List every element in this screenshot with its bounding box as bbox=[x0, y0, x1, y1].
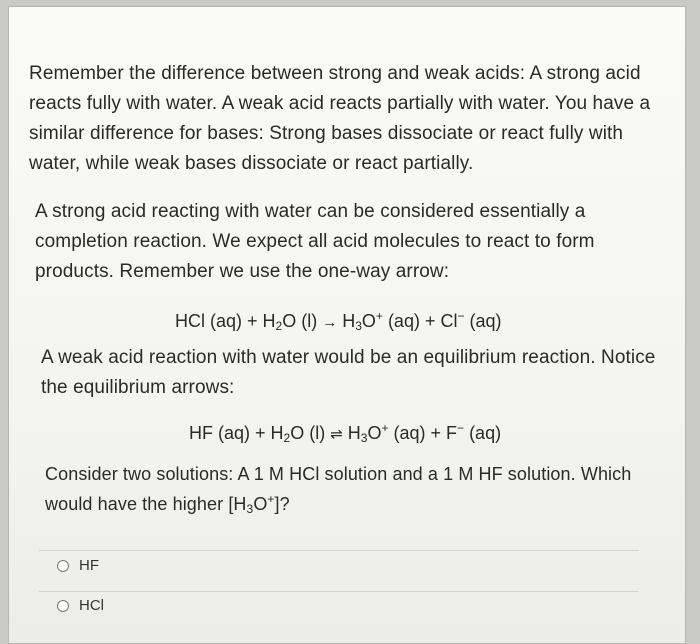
equation-hf bbox=[189, 420, 501, 448]
eq1-subscript-2: 2 bbox=[275, 319, 283, 333]
intro-paragraph-strong-weak: Remember the difference between strong and weak acids: A strong acid reacts fully with water. A weak acid reacts partially with water. You have a similar difference for bases: Strong bases dissociate or react fully with water, while weak bases dissociate or react partially. bbox=[29, 63, 651, 174]
eq2-reactants: HF (aq) + H bbox=[189, 423, 284, 443]
eq1-product-o: O bbox=[361, 311, 376, 331]
question-o: O bbox=[253, 494, 268, 514]
eq1-product-cl: (aq) + Cl bbox=[382, 311, 458, 331]
answer-option-label: HF bbox=[79, 557, 99, 574]
eq2-product-end: (aq) bbox=[464, 423, 502, 443]
answer-option-hf[interactable] bbox=[57, 557, 99, 574]
answer-option-hcl[interactable] bbox=[57, 597, 104, 614]
equilibrium-arrow-icon: ⇌ bbox=[330, 426, 343, 443]
eq1-superscript-plus: + bbox=[375, 309, 383, 323]
intro-paragraph-weak-acid: A weak acid reaction with water would be an equilibrium reaction. Notice the equilibrium arrows: bbox=[41, 347, 656, 398]
question-superscript-plus: + bbox=[267, 492, 275, 506]
question-card bbox=[8, 6, 686, 644]
eq1-product-h: H bbox=[337, 311, 356, 331]
one-way-arrow-icon: → bbox=[322, 314, 338, 331]
eq2-water: O (l) bbox=[290, 423, 331, 443]
radio-button-icon[interactable] bbox=[57, 560, 69, 572]
option-divider bbox=[39, 550, 639, 551]
question-end: ]? bbox=[274, 494, 290, 514]
eq2-product-h: H bbox=[342, 423, 361, 443]
eq2-subscript-3: 3 bbox=[360, 431, 368, 445]
eq2-product-f: (aq) + F bbox=[388, 423, 458, 443]
eq2-superscript-plus: + bbox=[381, 421, 389, 435]
eq2-product-o: O bbox=[367, 423, 382, 443]
question-prompt bbox=[45, 459, 665, 519]
question-subscript-3: 3 bbox=[246, 502, 254, 516]
eq1-subscript-3: 3 bbox=[355, 319, 362, 333]
intro-paragraph-strong-acid: A strong acid reacting with water can be considered essentially a completion reaction. We expect all acid molecules to react to form products. Remember we use the one-way arrow: bbox=[35, 201, 595, 282]
answer-option-label: HCl bbox=[79, 597, 104, 614]
question-text: Consider two solutions: A 1 M HCl solution and a 1 M HF solution. Which would have the higher [H bbox=[45, 464, 632, 514]
eq1-water: O (l) bbox=[282, 311, 323, 331]
equation-hcl bbox=[175, 308, 502, 336]
radio-button-icon[interactable] bbox=[57, 600, 69, 612]
option-divider bbox=[39, 591, 639, 592]
eq1-superscript-minus: − bbox=[457, 309, 465, 323]
eq1-product-end: (aq) bbox=[464, 311, 502, 331]
eq1-reactants: HCl (aq) + H bbox=[175, 311, 276, 331]
eq2-superscript-minus: − bbox=[457, 421, 465, 435]
eq2-subscript-2: 2 bbox=[283, 431, 291, 445]
